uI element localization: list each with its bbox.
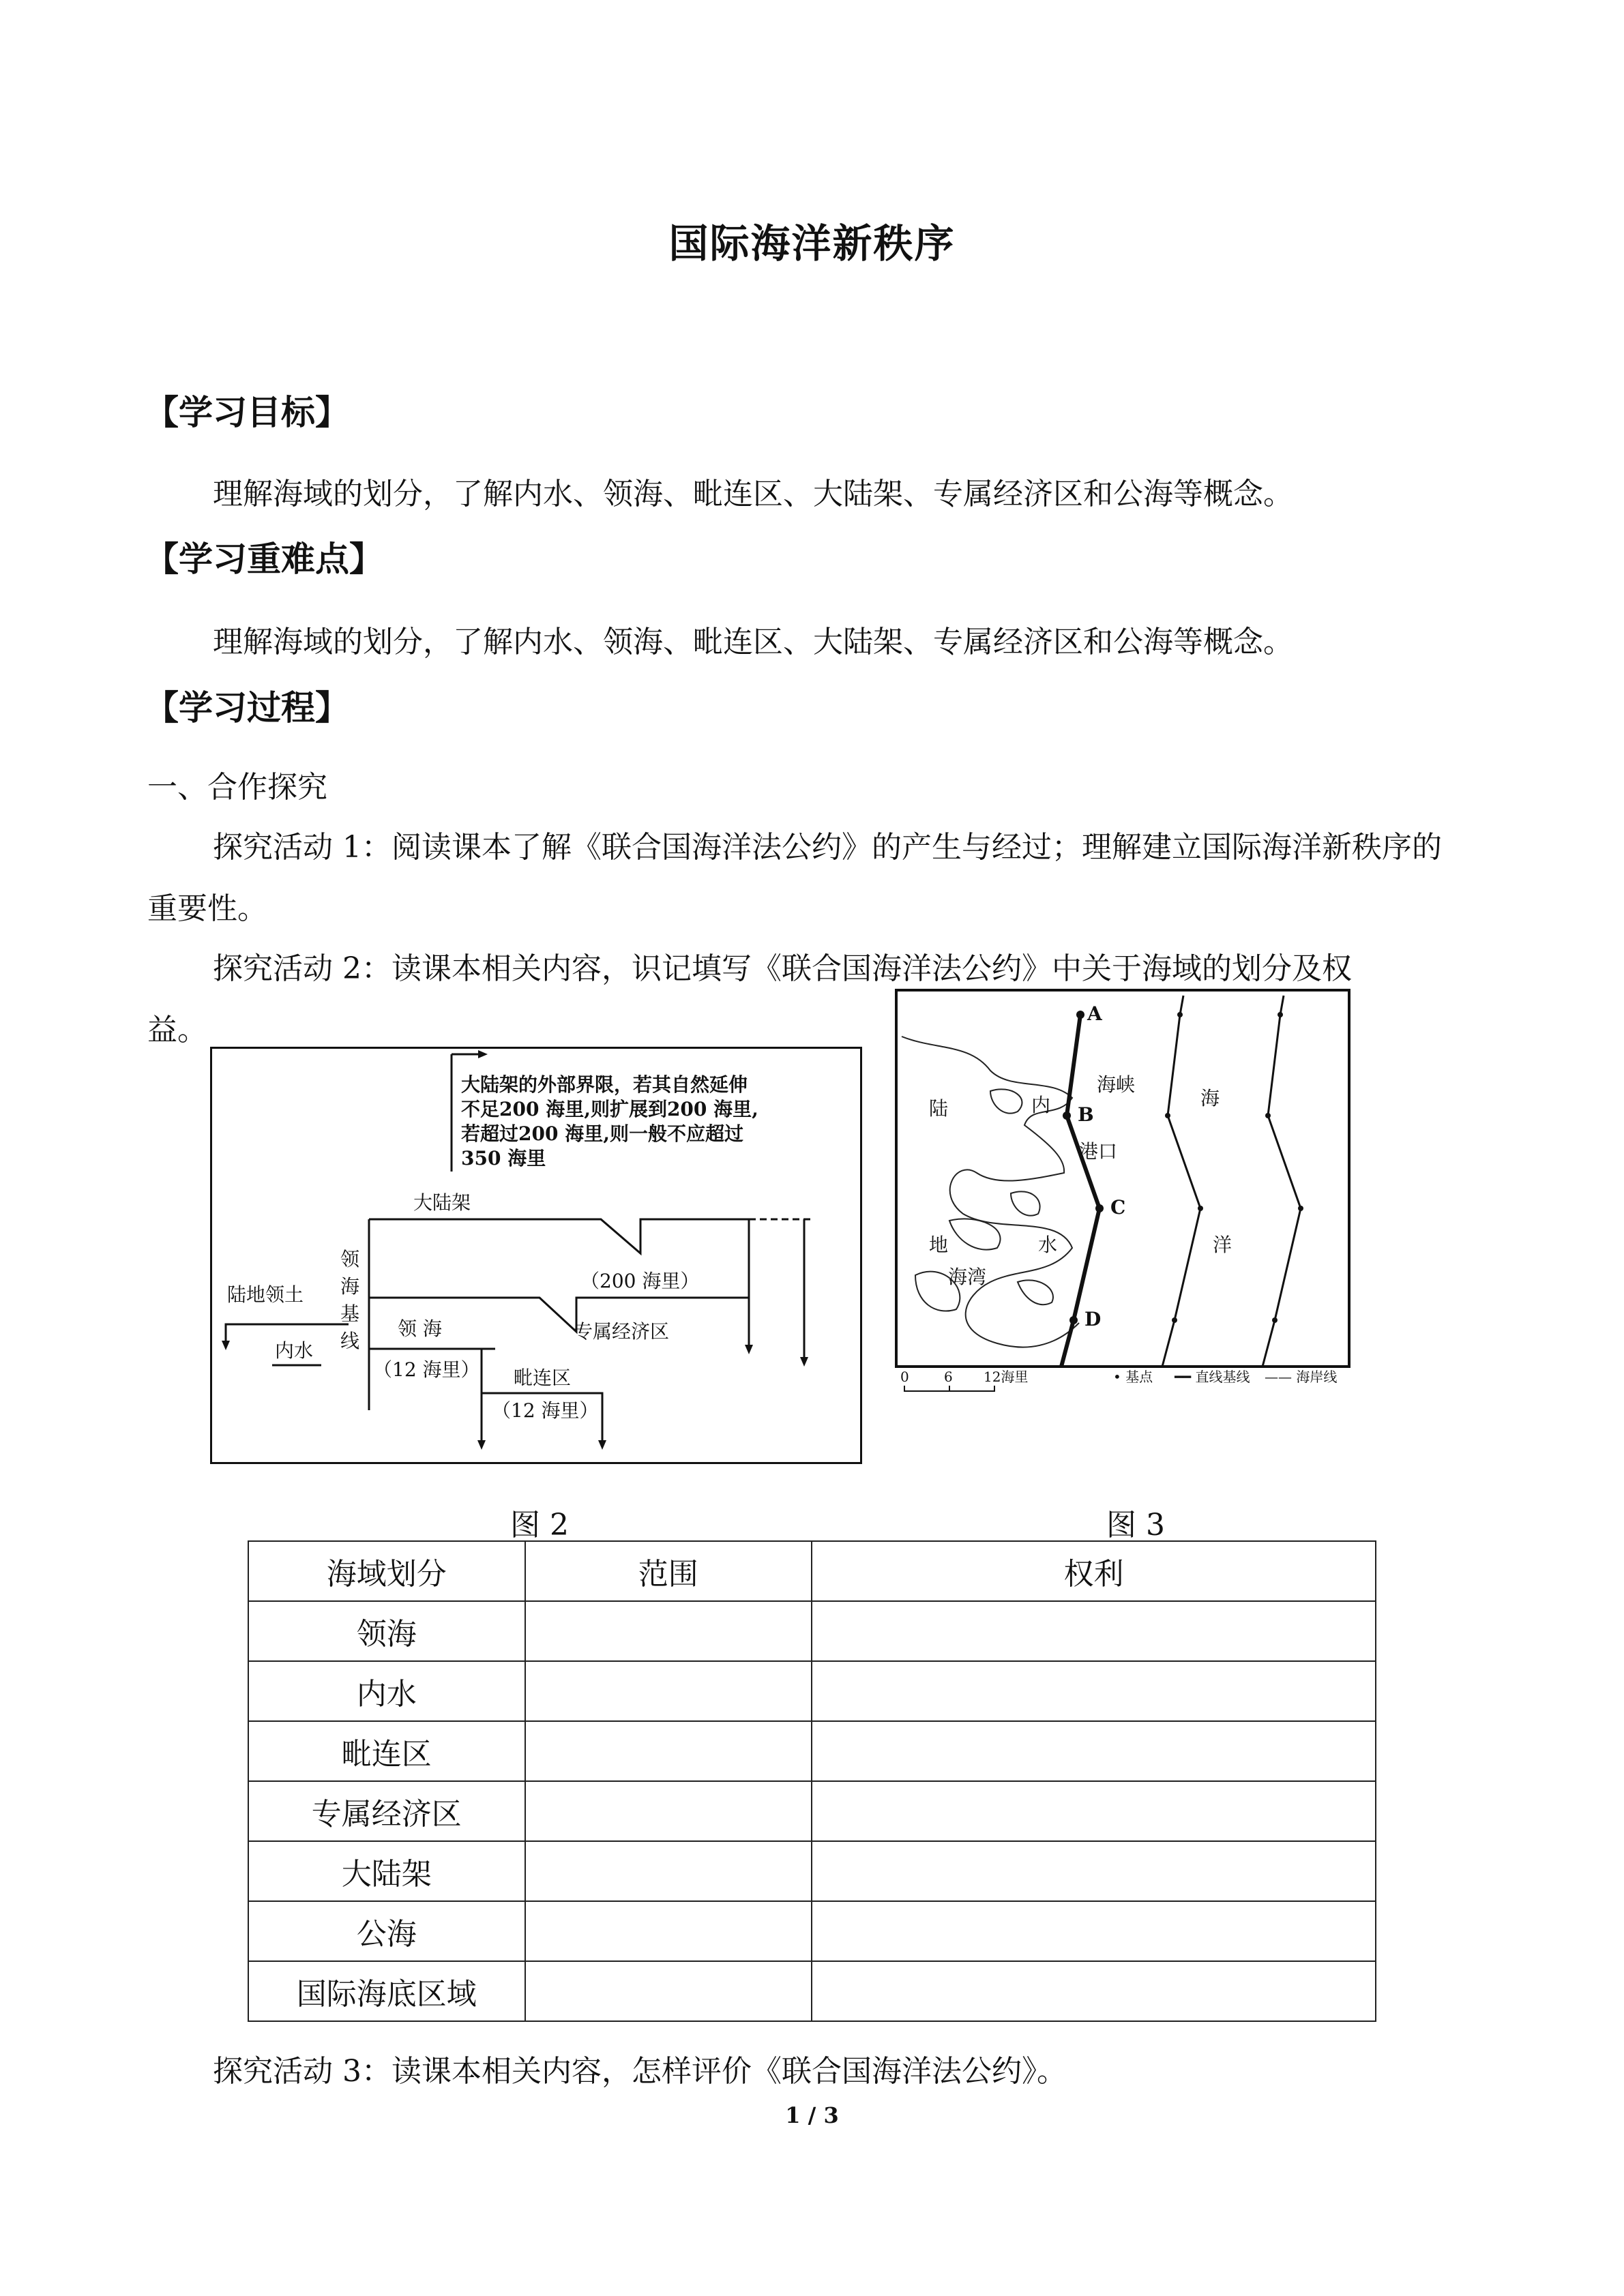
page-title: 国际海洋新秩序	[668, 220, 956, 267]
activity2-text-end: 益。	[147, 1013, 207, 1047]
header-range: 范围	[525, 1541, 812, 1601]
zone-cell: 毗连区	[248, 1721, 525, 1781]
land-territory-label: 陆地领土	[227, 1283, 304, 1306]
part1-title: 一、合作探究	[147, 770, 327, 805]
internal-waters-label: 内水	[275, 1339, 314, 1362]
base-point-a	[1076, 1011, 1084, 1019]
figure-2-caption: 图 2	[510, 1508, 569, 1542]
goals-heading: 【学习目标】	[145, 393, 349, 432]
cz-arrowhead	[598, 1440, 606, 1450]
baseline-map-svg	[895, 989, 1356, 1398]
zone-cell: 领海	[248, 1601, 525, 1661]
rights-cell[interactable]	[812, 1781, 1376, 1841]
eez-width: （200 海里）	[580, 1270, 700, 1292]
outer-point-4	[1172, 1317, 1177, 1323]
outer-point-1	[1177, 1012, 1183, 1017]
scale-zero: 0	[900, 1369, 909, 1385]
territorial-sea-width: （12 海里）	[373, 1358, 480, 1381]
outer-point-6	[1265, 1113, 1271, 1118]
range-cell[interactable]	[525, 1661, 812, 1721]
base-point-d	[1069, 1316, 1078, 1324]
scale-six: 6	[944, 1369, 953, 1385]
table-row	[248, 1721, 1376, 1781]
zone-cell: 国际海底区域	[248, 1961, 525, 2021]
inner-label-2: 水	[1038, 1234, 1058, 1256]
rights-cell[interactable]	[812, 1661, 1376, 1721]
map-frame	[896, 990, 1349, 1367]
header-rights: 权利	[812, 1541, 1376, 1601]
legend-straight-baseline: ━━ 直线基线	[1175, 1369, 1250, 1385]
zones-diagram-svg	[212, 1049, 860, 1462]
table-row	[248, 1901, 1376, 1961]
activity2-text: 探究活动 2：读课本相关内容，识记填写《联合国海洋法公约》中关于海域的划分及权	[213, 951, 1352, 986]
figure-3-baseline-map	[895, 989, 1356, 1398]
base-point-b	[1063, 1112, 1071, 1120]
point-c-label: C	[1110, 1196, 1126, 1219]
eez-arrowhead	[745, 1345, 753, 1354]
activity1-text: 探究活动 1：阅读课本了解《联合国海洋法公约》的产生与经过；理解建立国际海洋新秩序的重要性。	[147, 830, 1442, 926]
baseline-char-4: 线	[340, 1330, 360, 1352]
rights-cell[interactable]	[812, 1961, 1376, 2021]
outer-point-8	[1272, 1317, 1278, 1323]
zone-cell: 公海	[248, 1901, 525, 1961]
table-header-row	[248, 1541, 1376, 1601]
goals-text: 理解海域的划分，了解内水、领海、毗连区、大陆架、专属经济区和公海等概念。	[213, 477, 1293, 511]
rights-cell[interactable]	[812, 1721, 1376, 1781]
baseline-char-3: 基	[340, 1302, 360, 1325]
baseline-char-2: 海	[340, 1275, 360, 1298]
shelf-note-line-4: 350 海里	[461, 1147, 546, 1169]
contiguous-zone-width: （12 海里）	[492, 1399, 599, 1422]
legend-base-point: • 基点	[1113, 1369, 1153, 1385]
key-points-text: 理解海域的划分，了解内水、领海、毗连区、大陆架、专属经济区和公海等概念。	[213, 625, 1293, 659]
sea-label-1: 海	[1200, 1087, 1220, 1109]
rights-cell[interactable]	[812, 1601, 1376, 1661]
sea-label-2: 洋	[1213, 1234, 1232, 1256]
header-zone: 海域划分	[248, 1541, 525, 1601]
outer-point-3	[1198, 1206, 1203, 1211]
outer-point-7	[1298, 1206, 1303, 1211]
shelf-note-arrowhead	[478, 1050, 488, 1058]
range-cell[interactable]	[525, 1961, 812, 2021]
territorial-sea-label: 领 海	[398, 1317, 442, 1340]
land-arrowhead	[222, 1341, 230, 1350]
rights-cell[interactable]	[812, 1901, 1376, 1961]
strait-label: 海峡	[1097, 1073, 1136, 1096]
port-label: 港口	[1079, 1140, 1118, 1163]
shelf-max-arrowhead	[800, 1357, 808, 1367]
shelf-note-line-3: 若超过200 海里,则一般不应超过	[461, 1122, 743, 1145]
table-row	[248, 1601, 1376, 1661]
key-points-heading: 【学习重难点】	[145, 539, 383, 579]
table-row	[248, 1841, 1376, 1901]
figure-2-zones-diagram	[210, 1047, 862, 1464]
shelf-note-line-2: 不足200 海里,则扩展到200 海里,	[461, 1098, 758, 1120]
base-point-c	[1095, 1204, 1104, 1212]
table-row	[248, 1961, 1376, 2021]
range-cell[interactable]	[525, 1721, 812, 1781]
land-label-2: 地	[929, 1234, 949, 1256]
activity3-text: 探究活动 3：读课本相关内容，怎样评价《联合国海洋法公约》。	[213, 2054, 1067, 2089]
point-a-label: A	[1087, 1002, 1102, 1025]
inner-label-1: 内	[1031, 1094, 1051, 1116]
shelf-note-line-1: 大陆架的外部界限，若其自然延伸	[461, 1073, 748, 1096]
zone-table	[248, 1540, 1376, 2022]
baseline-char-1: 领	[340, 1248, 360, 1270]
continental-shelf-label: 大陆架	[413, 1191, 471, 1214]
range-cell[interactable]	[525, 1901, 812, 1961]
legend-coastline: —— 海岸线	[1265, 1369, 1338, 1385]
zone-cell: 大陆架	[248, 1841, 525, 1901]
bay-label: 海湾	[948, 1266, 987, 1288]
outer-point-2	[1165, 1113, 1170, 1118]
table-row	[248, 1661, 1376, 1721]
point-b-label: B	[1078, 1103, 1094, 1126]
range-cell[interactable]	[525, 1781, 812, 1841]
point-d-label: D	[1084, 1308, 1102, 1330]
table-row	[248, 1781, 1376, 1841]
figure-3-caption: 图 3	[1106, 1508, 1165, 1542]
zone-cell: 专属经济区	[248, 1781, 525, 1841]
scale-twelve: 12海里	[984, 1369, 1029, 1385]
rights-cell[interactable]	[812, 1841, 1376, 1901]
page-number: 1 / 3	[785, 2102, 839, 2128]
range-cell[interactable]	[525, 1841, 812, 1901]
range-cell[interactable]	[525, 1601, 812, 1661]
eez-label: 专属经济区	[574, 1320, 670, 1343]
zone-cell: 内水	[248, 1661, 525, 1721]
process-heading: 【学习过程】	[145, 688, 349, 728]
land-label-1: 陆	[929, 1097, 949, 1120]
outer-point-5	[1278, 1012, 1283, 1017]
ts-arrowhead	[477, 1440, 486, 1450]
contiguous-zone-label: 毗连区	[514, 1367, 572, 1389]
